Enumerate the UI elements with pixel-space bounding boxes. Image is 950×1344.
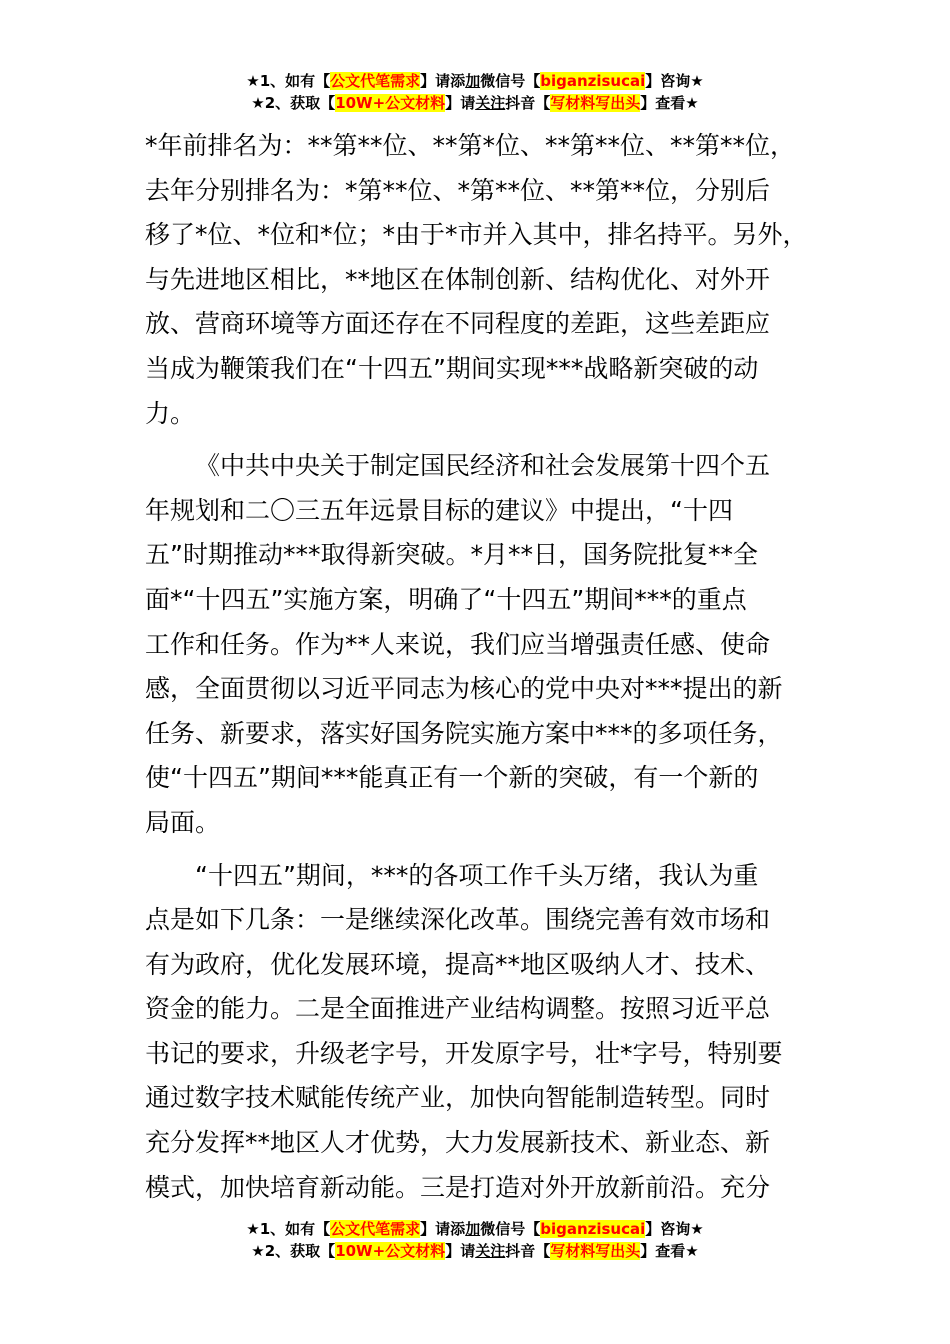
- text-line: 任务、新要求，落实好国务院实施方案中***的多项任务，: [145, 718, 783, 748]
- banner-text: 抖音【: [505, 1242, 551, 1260]
- text-line: 感，全面贯彻以习近平同志为核心的党中央对***提出的新: [145, 674, 783, 704]
- text-line: 工作和任务。作为**人来说，我们应当增强责任感、使命: [145, 629, 771, 659]
- text-line: 点是如下几条：一是继续深化改革。围绕完善有效市场和: [145, 905, 771, 935]
- header-banner: [0, 70, 950, 114]
- banner-text: 微信号【: [480, 72, 541, 90]
- banner-line-2: [0, 92, 950, 114]
- text-line: 当成为鞭策我们在“十四五”期间实现***战略新突破的动: [145, 353, 759, 383]
- banner-text: 】请: [445, 94, 476, 112]
- text-line: 有为政府，优化发展环境，提高**地区吸纳人才、技术、: [145, 949, 771, 979]
- text-line: 《中共中央关于制定国民经济和社会发展第十四个五: [195, 451, 771, 481]
- footer-banner: [0, 1218, 950, 1262]
- banner-text: 关注: [475, 94, 506, 112]
- banner-text: 】请添: [420, 72, 466, 90]
- banner-text: 加: [465, 1220, 481, 1238]
- banner-text: 微信号【: [480, 1220, 541, 1238]
- banner-line-2: [0, 1240, 950, 1262]
- paragraph: [145, 444, 835, 845]
- banner-highlight: 公文代笔需求: [330, 72, 421, 90]
- banner-line-1: [0, 1218, 950, 1240]
- text-line: 局面。: [145, 807, 221, 837]
- paragraph: [145, 124, 835, 436]
- banner-text: ★1、如有【: [246, 72, 331, 90]
- banner-highlight: 写材料写出头: [550, 94, 641, 112]
- paragraph: [145, 854, 835, 1211]
- document-body: [145, 124, 835, 1218]
- banner-text: 】咨询★: [645, 72, 704, 90]
- text-line: 移了*位、*位和*位；*由于*市并入其中，排名持平。另外，: [145, 220, 808, 250]
- banner-highlight: biganzisucai: [540, 1220, 646, 1238]
- text-line: *年前排名为：**第**位、**第*位、**第**位、**第**位，: [145, 131, 796, 160]
- banner-line-1: [0, 70, 950, 92]
- text-line: 年规划和二〇三五年远景目标的建议》中提出，“十四: [145, 495, 733, 525]
- banner-highlight: 公文代笔需求: [330, 1220, 421, 1238]
- banner-text: 】咨询★: [645, 1220, 704, 1238]
- banner-text: 】查看★: [640, 94, 699, 112]
- text-line: 去年分别排名为：*第**位、*第**位、**第**位，分别后: [145, 175, 771, 205]
- banner-highlight: biganzisucai: [540, 72, 646, 90]
- text-line: 资金的能力。二是全面推进产业结构调整。按照习近平总: [145, 994, 771, 1024]
- text-line: 通过数字技术赋能传统产业，加快向智能制造转型。同时: [145, 1083, 771, 1113]
- banner-text: ★2、获取【: [251, 1242, 336, 1260]
- text-line: 放、营商环境等方面还存在不同程度的差距，这些差距应: [145, 309, 771, 339]
- banner-text: 加: [465, 72, 481, 90]
- banner-text: 关注: [475, 1242, 506, 1260]
- banner-highlight: 10W+公文材料: [335, 1242, 446, 1260]
- text-line: 面*“十四五”实施方案，明确了“十四五”期间***的重点: [145, 584, 747, 614]
- text-line: 充分发挥**地区人才优势，大力发展新技术、新业态、新: [145, 1128, 771, 1158]
- banner-text: 】请: [445, 1242, 476, 1260]
- banner-text: ★1、如有【: [246, 1220, 331, 1238]
- banner-text: 】查看★: [640, 1242, 699, 1260]
- text-line: 使“十四五”期间***能真正有一个新的突破，有一个新的: [145, 763, 759, 793]
- text-line: 模式，加快培育新动能。三是打造对外开放新前沿。充分: [145, 1172, 771, 1202]
- text-line: 力。: [145, 398, 196, 428]
- banner-text: 】请添: [420, 1220, 466, 1238]
- banner-highlight: 10W+公文材料: [335, 94, 446, 112]
- banner-text: ★2、获取【: [251, 94, 336, 112]
- banner-text: 抖音【: [505, 94, 551, 112]
- text-line: 书记的要求，升级老字号，开发原字号，壮*字号，特别要: [145, 1038, 783, 1068]
- text-line: “十四五”期间，***的各项工作千头万绪，我认为重: [195, 860, 759, 890]
- text-line: 与先进地区相比，**地区在体制创新、结构优化、对外开: [145, 264, 771, 294]
- text-line: 五”时期推动***取得新突破。*月**日，国务院批复**全: [145, 540, 758, 570]
- banner-highlight: 写材料写出头: [550, 1242, 641, 1260]
